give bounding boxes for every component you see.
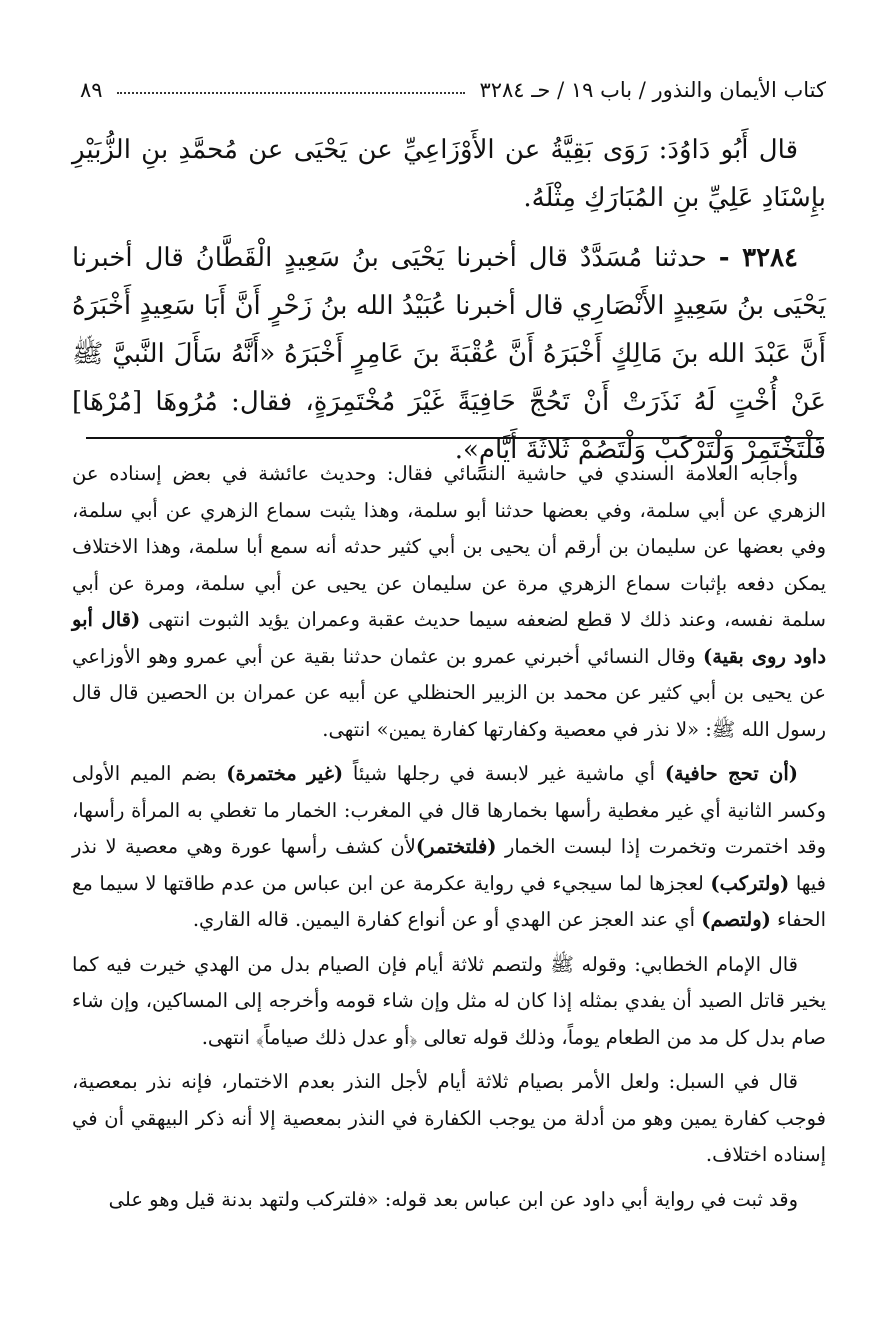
- page-number: ٨٩: [80, 78, 103, 102]
- commentary-heading: (غير مختمرة): [226, 762, 344, 785]
- commentary-paragraph-3: قال الإمام الخطابي: وقوله ﷺ ولتصم ثلاثة أيام فإن الصيام بدل من الهدي خيرت فيه كما يخير قاتل الصيد أن يفدي بمثله إذا كان له مثل وإن شاء قومه وأخرجه إلى المساكين، وإن شاء صام بدل كل مد من الطعام يوماً، وذلك قوله تعالى ﴿أو عدل ذلك صياماً﴾ انتهى.: [72, 952, 826, 1049]
- commentary-paragraph-1: [72, 456, 826, 748]
- hadith-text: [72, 126, 826, 486]
- dotted-leader: [117, 92, 466, 94]
- commentary-text: وقال النسائي أخبرني عمرو بن عثمان حدثنا بقية عن أبي عمرو وهو الأوزاعي عن يحيى بن أبي كثير عن محمد بن الزبير الحنظلي عن أبيه عن عمران بن الحصين قال قال رسول الله ﷺ: «لا نذر في معصية وكفارتها كفارة يمين» انتهى.: [72, 644, 826, 741]
- footnote-separator: [86, 437, 824, 439]
- commentary-text: بضم الميم الأولى وكسر الثانية أي غير مغطية رأسها بخمارها قال في المغرب: الخمار ما تغطي به المرأة رأسها، وقد اختمرت وتخمرت إذا لبست الخمار: [72, 762, 826, 858]
- main-paragraph-1: قال أَبُو دَاوُدَ: رَوَى بَقِيَّةُ عن الأَوْزَاعِيِّ عن يَحْيَى عن مُحمَّدِ بنِ الزُّبَيْرِ بإِسْنَادِ عَلِيِّ بنِ المُبَارَكِ مِثْلَهُ.: [72, 135, 826, 213]
- running-title: كتاب الأيمان والنذور / باب ١٩ / حـ ٣٢٨٤: [479, 78, 826, 102]
- commentary-heading: (ولتركب): [710, 871, 790, 895]
- commentary-paragraph-4: قال في السبل: ولعل الأمر بصيام ثلاثة أيام لأجل النذر بعدم الاختمار، فإنه نذر بمعصية، فوجب كفارة يمين وهو من أدلة من يوجب الكفارة في النذر بمعصية إلا أنه ذكر البيهقي أن في إسناده اختلاف.: [72, 1070, 826, 1166]
- commentary: [72, 456, 826, 1226]
- commentary-paragraph-2: [72, 756, 826, 939]
- commentary-text: أي ماشية غير لابسة في رجلها شيئاً: [352, 762, 656, 785]
- commentary-heading: (فلتختمر): [415, 835, 497, 858]
- commentary-text: لأن كشف رأسها عورة وهي معصية لا نذر فيها: [72, 835, 826, 895]
- commentary-heading: (ولتصم): [701, 908, 771, 931]
- commentary-heading: (أن تحج حافية): [664, 762, 798, 785]
- page-header: [80, 72, 826, 108]
- commentary-text: أي عند العجز عن الهدي أو عن أنواع كفارة اليمين. قاله القاري.: [192, 908, 696, 931]
- hadith-body: حدثنا مُسَدَّدٌ قال أخبرنا يَحْيَى بنُ سَعِيدٍ الْقَطَّانُ قال أخبرنا يَحْيَى بنُ سَعِيدٍ الأَنْصَارِي قال أخبرنا عُبَيْدُ الله بنُ زَحْرٍ أَنَّ أَبَا سَعِيدٍ أَخْبَرَهُ أَنَّ عَبْدَ الله بنَ مَالِكٍ أَخْبَرَهُ أَنَّ عُقْبَةَ بنَ عَامِرٍ أَخْبَرَهُ «أَنَّهُ سَأَلَ النَّبيَّ ﷺ عَنْ أُخْتٍ لَهُ نَذَرَتْ أَنْ تَحُجَّ حَافِيَةً غَيْرَ مُخْتَمِرَةٍ، فقال: مُرُوهَا [مُرْهَا] فَلْتَخْتَمِرْ وَلْتَرْكَبْ وَلْتَصُمْ ثَلاثَةَ أَيَّامٍ».: [72, 243, 826, 465]
- commentary-paragraph-5: وقد ثبت في رواية أبي داود عن ابن عباس بعد قوله: «فلتركب ولتهد بدنة قيل وهو على: [108, 1187, 798, 1211]
- hadith-number: ٣٢٨٤ -: [718, 243, 799, 273]
- commentary-text: وأجابه العلامة السندي في حاشية النسائي فقال: وحديث عائشة في بعض إسناده عن الزهري عن أبي سلمة، وفي بعضها حدثنا أبو سلمة، وهذا يثبت سماع الزهري عن أبي سلمة، وفي بعضها عن سليمان بن أرقم أن يحيى بن أبي كثير حدثه أنه سمع أبا سلمة، وهذا الاختلاف يمكن دفعه بإثبات سماع الزهري مرة عن سليمان عن يحيى عن أبي سلمة، ومرة عن أبي سلمة نفسه، وعند ذلك لا قطع لضعفه سيما حديث عقبة وعمران يؤيد الثبوت انتهى: [72, 462, 827, 631]
- commentary-heading: (قال أبو داود روى بقية): [72, 608, 827, 668]
- commentary-text: لعجزها لما سيجيء في رواية عكرمة عن ابن عباس من عدم طاقتها لا سيما مع الحفاء: [72, 871, 826, 931]
